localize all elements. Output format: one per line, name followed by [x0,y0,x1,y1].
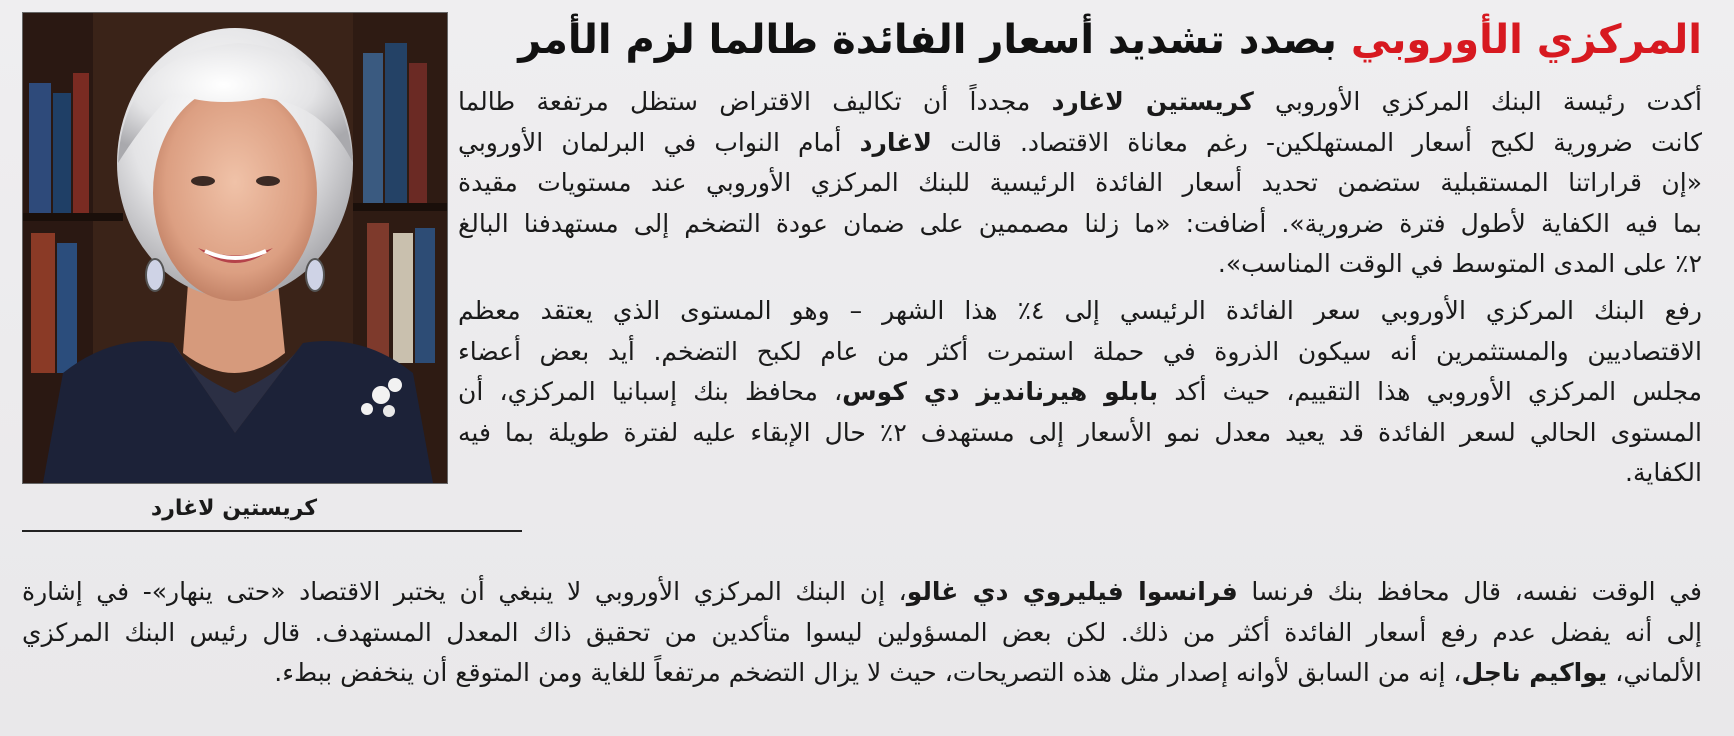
text-run: إلى أنه يفضل عدم رفع أسعار الفائدة أكثر من ذلك. لكن بعض المسؤولين ليسوا متأكدين من تحقيق ذاك المعدل المستهدف. قال رئيس البنك المركزي [22,617,1702,647]
text-line [458,372,1702,413]
text-run: المستوى الحالي لسعر الفائدة قد يعيد معدل نمو الأسعار إلى مستهدف ٢٪ حال الإبقاء عليه لفترة طويلة بما فيه [458,417,1702,447]
paragraph-3 [22,572,1702,694]
text-run: رفع البنك المركزي الأوروبي سعر الفائدة الرئيسي إلى ٤٪ هذا الشهر – وهو المستوى الذي يعتقد معظم [458,295,1702,325]
text-line [458,453,1702,494]
text-run: الألماني، [1607,658,1702,688]
headline-highlight: المركزي الأوروبي [1350,17,1702,63]
headline-rest: بصدد تشديد أسعار الفائدة طالما لزم الأمر [518,17,1337,63]
text-run: بما فيه الكفاية لأطول فترة ضرورية». أضافت: «ما زلنا مصممين على ضمان عودة التضخم إلى مستهدفنا البالغ [458,208,1702,238]
text-run: ٢٪ على المدى المتوسط في الوقت المناسب». [1217,249,1702,279]
caption-divider [22,530,522,532]
text-run: ، إن البنك المركزي الأوروبي لا ينبغي أن يختبر الاقتصاد «حتى ينهار»- في إشارة [22,577,907,606]
paragraph-2 [458,291,1702,494]
text-line [458,291,1702,332]
text-run: مجدداً أن تكاليف الاقتراض ستظل مرتفعة طالما [458,87,1052,116]
headline [472,10,1702,70]
portrait-photo [22,12,448,484]
text-run: الكفاية. [1625,458,1702,488]
text-run: «إن قراراتنا المستقبلية ستضمن تحديد أسعار الفائدة الرئيسية للبنك المركزي الأوروبي عند مستويات مقيدة [458,168,1702,198]
text-run: أمام النواب في البرلمان الأوروبي [458,127,860,157]
text-run: ، محافظ بنك إسبانيا المركزي، أن [458,377,843,407]
text-line [458,244,1702,285]
bold-name: بابلو هيرنانديز دي كوس [842,377,1159,407]
text-line [22,653,1702,694]
text-line [458,204,1702,245]
bold-name: كريستين لاغارد [1051,87,1254,116]
text-line [22,572,1702,613]
portrait-image [23,13,447,483]
text-run: كانت ضرورية لكبح أسعار المستهلكين- رغم معاناة الاقتصاد. قالت [931,127,1702,157]
article-body-bottom [22,572,1702,694]
text-run: في الوقت نفسه، قال محافظ بنك فرنسا [1237,577,1702,606]
bold-name: يواكيم ناجل [1461,658,1608,688]
text-line [458,82,1702,123]
bold-name: لاغارد [859,127,932,157]
text-line [458,413,1702,454]
text-line [22,613,1702,654]
text-run: الاقتصاديين والمستثمرين أنه سيكون الذروة في حملة استمرت أكثر من عام لكبح التضخم. أيد بعض أعضاء [458,336,1702,366]
text-line [458,163,1702,204]
article-body-top [458,82,1702,494]
photo-caption: كريستين لاغارد [150,496,318,521]
bold-name: فرانسوا فيليروي دي غالو [906,577,1238,606]
text-line [458,123,1702,164]
text-run: ، إنه من السابق لأوانه إصدار مثل هذه التصريحات، حيث لا يزال التضخم مرتفعاً للغاية ومن المتوقع أن ينخفض ببطء. [274,658,1462,688]
paragraph-1 [458,82,1702,285]
text-run: أكدت رئيسة البنك المركزي الأوروبي [1253,87,1702,116]
text-run: مجلس المركزي الأوروبي هذا التقييم، حيث أكد [1158,377,1702,407]
text-line [458,332,1702,373]
